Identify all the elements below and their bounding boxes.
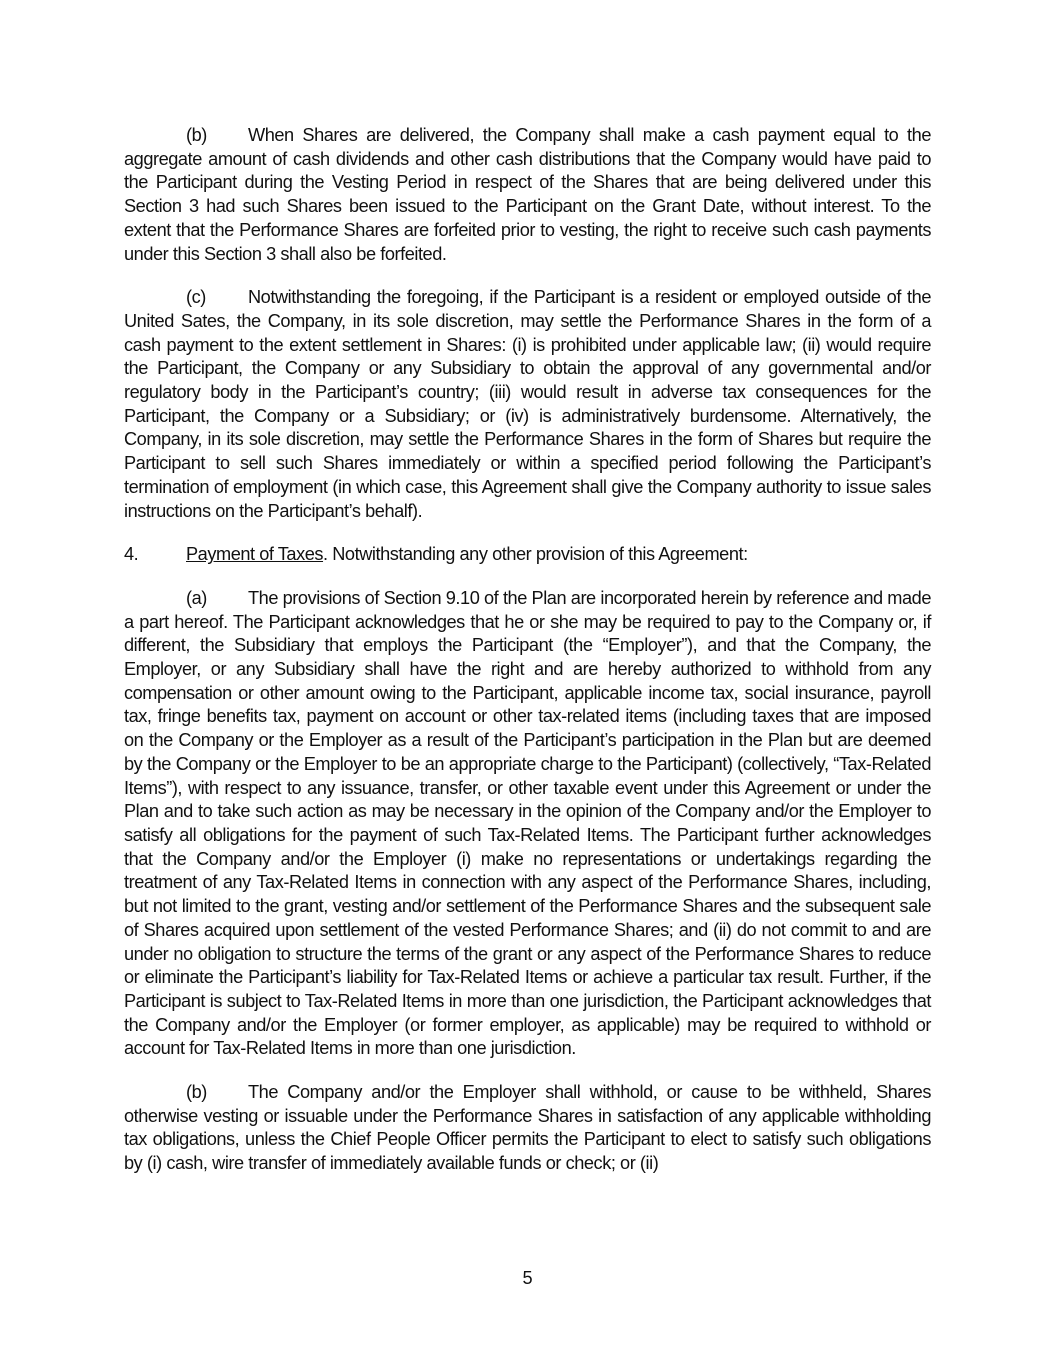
- paragraph-4b: [124, 1081, 931, 1176]
- paragraph-text: The Company and/or the Employer shall withhold, or cause to be withheld, Shares otherwise vesting or issuable under the Performance Shares in satisfaction of any applicable withholding tax obligations, unless the Chief People Officer permits the Participant to elect to satisfy such obligations by (i) cash, wire transfer of immediately available funds or check; or (ii): [124, 1082, 931, 1174]
- section-title: Payment of Taxes: [186, 544, 324, 565]
- paragraph-3b: [124, 124, 931, 266]
- section-heading-4: [124, 543, 931, 567]
- paragraph-4a: [124, 587, 931, 1061]
- page-number: 5: [522, 1268, 533, 1288]
- paragraph-3c: [124, 286, 931, 523]
- paragraph-label: (b): [186, 125, 207, 145]
- paragraph-text: Notwithstanding the foregoing, if the Participant is a resident or employed outside of the United Sates, the Company, in its sole discretion, may settle the Performance Shares in the form of a cash payment to the extent settlement in Shares: (i) is prohibited under applicable law; (ii) would require the Participant, the Company or any Subsidiary to obtain the approval of any governmental and/or regulatory body in the Participant’s country; (iii) would result in adverse tax consequences for the Participant, the Company or a Subsidiary; or (iv) is administratively burdensome. Alternatively, the Company, in its sole discretion, may settle the Performance Shares in the form of Shares but require the Participant to sell such Shares immediately or within a specified period following the Participant’s termination of employment (in which case, this Agreement shall give the Company authority to issue sales instructions on the Participant’s behalf).: [124, 287, 931, 521]
- paragraph-label: (a): [186, 587, 207, 608]
- paragraph-label: (b): [186, 1082, 207, 1103]
- paragraph-text: When Shares are delivered, the Company shall make a cash payment equal to the aggregate amount of cash dividends and other cash distributions that the Company would have paid to the Participant during the Vesting Period in respect of the Shares that are being delivered under this Section 3 had such Shares been issued to the Participant on the Grant Date, without interest. To the extent that the Performance Shares are forfeited prior to vesting, the right to receive such cash payments under this Section 3 shall also be forfeited.: [124, 125, 931, 264]
- paragraph-text: The provisions of Section 9.10 of the Plan are incorporated herein by reference and made a part hereof. The Participant acknowledges that he or she may be required to pay to the Company or, if different, the Subsidiary that employs the Participant (the “Employer”), and that the Company, the Employer, or any Subsidiary shall have the right and are hereby authorized to withhold from any compensation or other amount owing to the Participant, applicable income tax, social insurance, payroll tax, fringe benefits tax, payment on account or other tax-related items (including taxes that are imposed on the Company or the Employer as a result of the Participant’s participation in the Plan but are deemed by the Company or the Employer to be an appropriate charge to the Participant) (collectively, “Tax-Related Items”), with respect to any issuance, transfer, or other taxable event under this Agreement or under the Plan and to take such action as may be necessary in the opinion of the Company and/or the Employer to satisfy all obligations for the payment of such Tax-Related Items. The Participant further acknowledges that the Company and/or the Employer (i) make no representations or undertakings regarding the treatment of any Tax-Related Items in connection with any aspect of the Performance Shares, including, but not limited to the grant, vesting and/or settlement of the Performance Shares and the subsequent sale of Shares acquired upon settlement of the vested Performance Shares; and (ii) do not commit to and are under no obligation to structure the terms of the grant or any aspect of the Performance Shares to reduce or eliminate the Participant’s liability for Tax-Related Items or achieve a particular tax result. Further, if the Participant is subject to Tax-Related Items in more than one jurisdiction, the Participant acknowledges that the Company and/or the Employer (or former employer, as applicable) may be required to withhold or account for Tax-Related Items in more than one jurisdiction.: [124, 587, 931, 1059]
- paragraph-label: (c): [186, 287, 206, 308]
- document-page: [124, 124, 931, 1196]
- section-intro: . Notwithstanding any other provision of this Agreement:: [323, 544, 748, 565]
- section-number: 4.: [124, 544, 139, 565]
